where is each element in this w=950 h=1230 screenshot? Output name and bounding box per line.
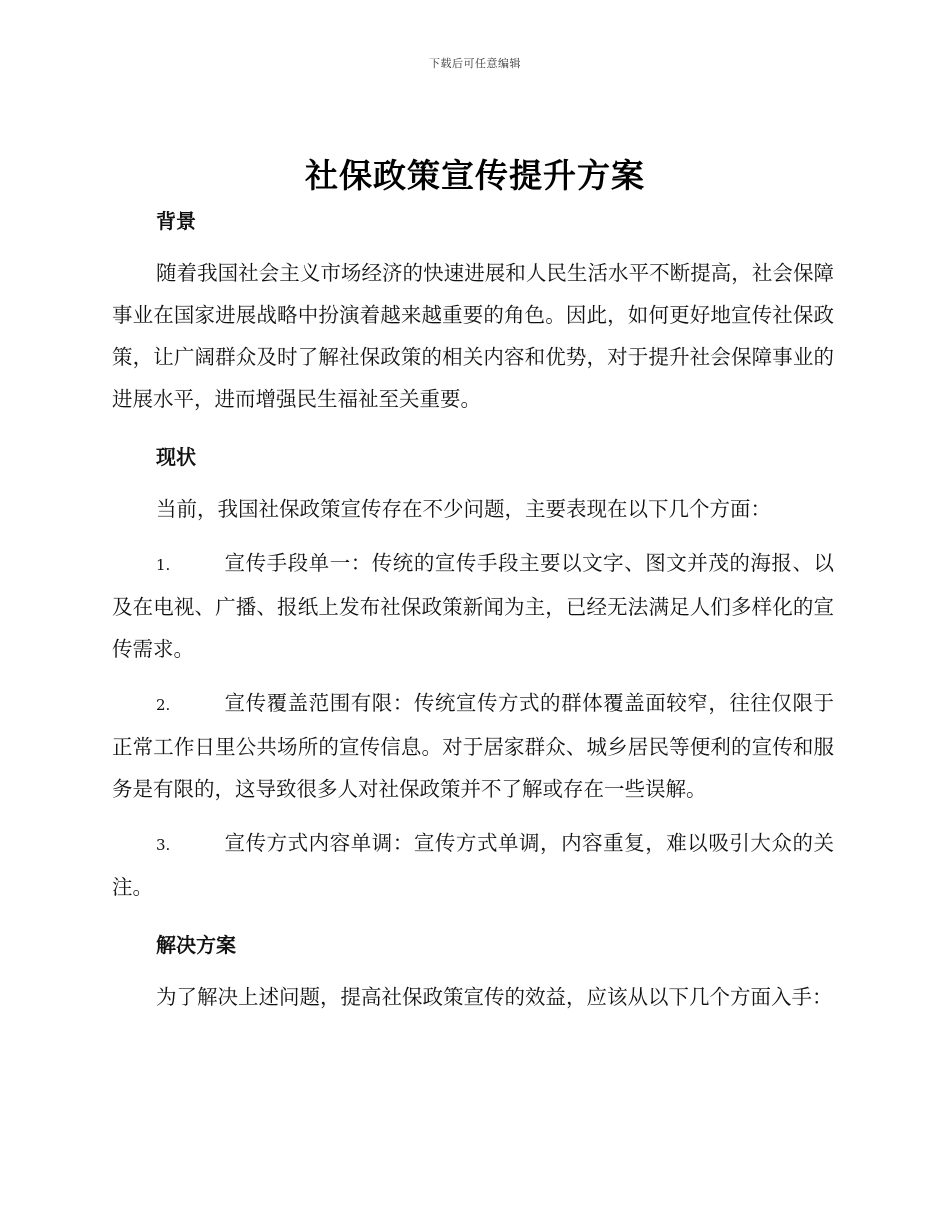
paragraph-solution: 为了解决上述问题，提高社保政策宣传的效益，应该从以下几个方面入手： [156, 985, 833, 1009]
document-title: 社保政策宣传提升方案 [305, 156, 645, 195]
list-item [112, 822, 834, 908]
paragraph-status-intro: 当前，我国社保政策宣传存在不少问题，主要表现在以下几个方面： [156, 497, 771, 521]
list-item-text: 宣传覆盖范围有限：传统宣传方式的群体覆盖面较窄，往往仅限于正常工作日里公共场所的宣传信息。对于居家群众、城乡居民等便利的宣传和服务是有限的，这导致很多人对社保政策并不了解或存在一些误解。 [112, 691, 834, 801]
list-item-text: 宣传方式内容单调：宣传方式单调，内容重复，难以吸引大众的关注。 [112, 831, 834, 899]
paragraph-background: 随着我国社会主义市场经济的快速进展和人民生活水平不断提高，社会保障事业在国家进展战略中扮演着越来越重要的角色。因此，如何更好地宣传社保政策，让广阔群众及时了解社保政策的相关内容和优势，对于提升社会保障事业的进展水平，进而增强民生福祉至关重要。 [112, 261, 834, 411]
list-item [112, 682, 834, 810]
list-item-number: 1. [156, 556, 171, 574]
heading-solution: 解决方案 [156, 933, 236, 957]
header-note: 下载后可任意编辑 [429, 57, 521, 70]
list-item-text: 宣传手段单一：传统的宣传手段主要以文字、图文并茂的海报、以及在电视、广播、报纸上发布社保政策新闻为主，已经无法满足人们多样化的宣传需求。 [112, 551, 834, 661]
heading-background: 背景 [156, 209, 196, 233]
document-body [112, 202, 834, 1018]
list-item [112, 542, 834, 670]
list-item-number: 2. [156, 696, 171, 714]
heading-status: 现状 [156, 445, 196, 469]
list-item-number: 3. [156, 836, 171, 854]
